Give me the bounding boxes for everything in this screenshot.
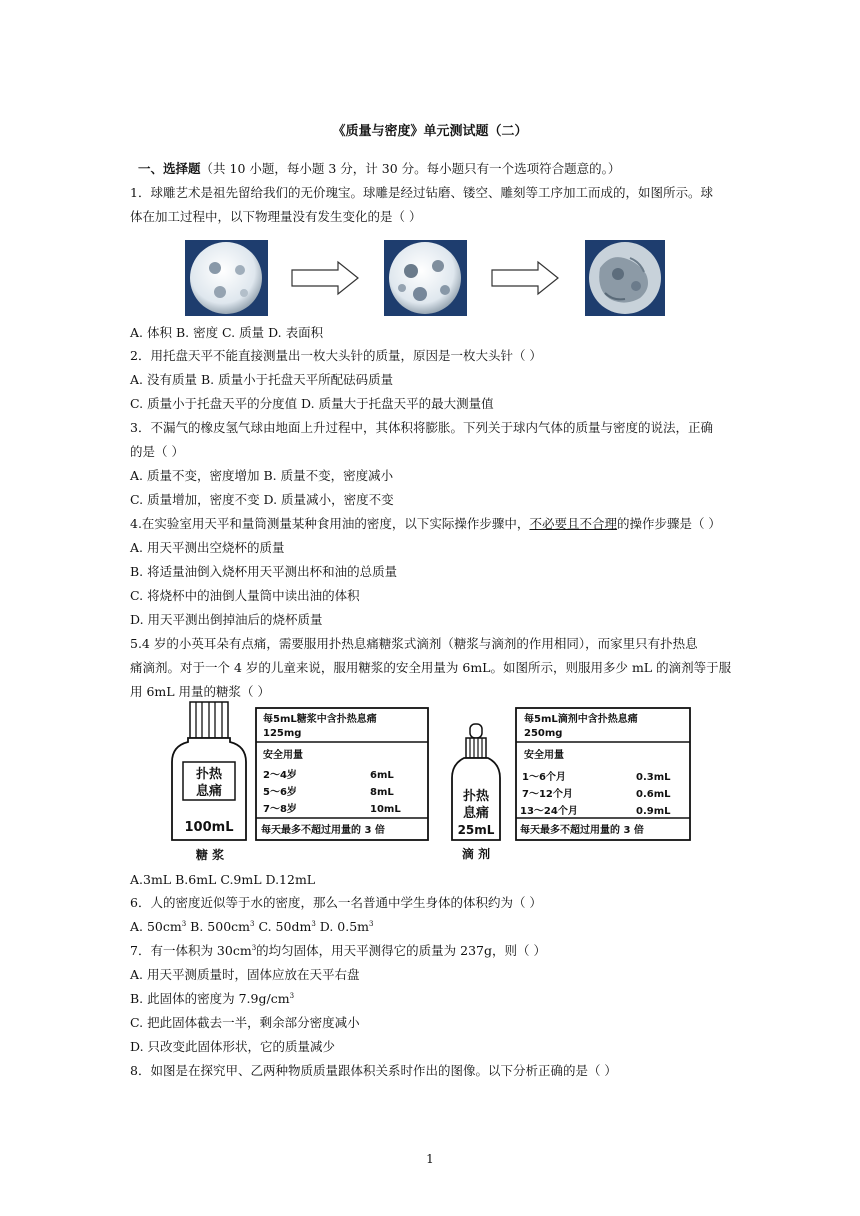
drops-row-dose: 0.3mL <box>636 772 671 783</box>
q7-stem-post: 的均匀固体，用天平测得它的质量为 237g，则（ ） <box>256 943 546 958</box>
q6-stem: 6．人的密度近似等于水的密度，那么一名普通中学生身体的体积约为（ ） <box>130 895 542 910</box>
q5-stem-line2: 痛滴剂。对于一个 4 岁的儿童来说，服用糖浆的安全用量为 6mL。如图所示，则服用多少 mL 的滴剂等于服 <box>130 660 732 675</box>
q7-stem <box>130 943 740 959</box>
q6-option-a: A. 50cm <box>130 919 182 934</box>
syrup-caption: 糖 浆 <box>195 848 225 862</box>
syrup-footer: 每天最多不超过用量的 3 倍 <box>261 825 385 836</box>
cubic-superscript: 3 <box>251 944 257 952</box>
q8-stem: 8．如图是在探究甲、乙两种物质质量跟体积关系时作出的图像。以下分析正确的是（ ） <box>130 1063 617 1078</box>
medicine-figure <box>170 700 700 865</box>
syrup-header-1: 每5mL糖浆中含扑热息痛 <box>263 714 377 725</box>
syrup-bottle-label-1: 扑热 <box>195 767 223 782</box>
cubic-superscript: 3 <box>369 920 374 928</box>
syrup-row-dose: 6mL <box>370 770 394 781</box>
drops-row-age: 7～12个月 <box>522 789 573 800</box>
q5-options: A.3mL B.6mL C.9mL D.12mL <box>130 872 316 887</box>
q4-stem-pre: 4.在实验室用天平和量筒测量某种食用油的密度，以下实际操作步骤中， <box>130 516 530 531</box>
syrup-bottle-label-2: 息痛 <box>195 784 223 799</box>
q1-stem-line1: 1．球雕艺术是祖先留给我们的无价瑰宝。球雕是经过钻磨、镂空、雕刻等工序加工而成的，如图所示。球 <box>130 185 713 200</box>
arrow-right-icon <box>292 262 358 294</box>
syrup-row-age: 7～8岁 <box>263 804 297 815</box>
cubic-superscript: 3 <box>289 992 295 1000</box>
q4-option-a: A. 用天平测出空烧杯的质量 <box>130 540 285 555</box>
syrup-row-dose: 8mL <box>370 787 394 798</box>
q6-option-c: C. 50dm <box>254 919 312 934</box>
q6-option-b: B. 500cm <box>186 919 251 934</box>
plain-ball-image <box>185 240 268 316</box>
carved-ball-image <box>585 240 665 316</box>
syrup-volume: 100mL <box>184 820 234 835</box>
drops-footer: 每天最多不超过用量的 3 倍 <box>520 825 644 836</box>
q6-option-d: D. 0.5m <box>315 919 370 934</box>
section-heading: 一、选择题 <box>138 161 201 176</box>
drops-bottle-label-1: 扑热 <box>462 789 490 804</box>
q4-stem-post: 的操作步骤是（ ） <box>616 516 721 531</box>
q3-options-ab: A. 质量不变，密度增加 B. 质量不变，密度减小 <box>130 468 394 483</box>
q4-option-b: B. 将适量油倒入烧杯用天平测出杯和油的总质量 <box>130 564 398 579</box>
arrow-right-icon <box>492 262 558 294</box>
section-note: （共 10 小题，每小题 3 分，计 30 分。每小题只有一个选项符合题意的。） <box>200 161 621 176</box>
q7-option-b <box>130 991 740 1007</box>
q4-stem-underline: 不必要且不合理 <box>529 516 617 531</box>
cubic-superscript: 3 <box>181 920 187 928</box>
drops-caption: 滴 剂 <box>461 847 491 861</box>
q5-stem-line1: 5.4 岁的小英耳朵有点痛，需要服用扑热息痛糖浆式滴剂（糖浆与滴剂的作用相同），而家里只有扑热息 <box>130 636 698 651</box>
syrup-header-2: 125mg <box>263 728 302 739</box>
cubic-superscript: 3 <box>311 920 316 928</box>
q3-stem-line2: 的是（ ） <box>130 444 184 459</box>
syrup-row-age: 2～4岁 <box>263 770 297 781</box>
cubic-superscript: 3 <box>250 920 255 928</box>
syrup-safe-label: 安全用量 <box>263 750 303 761</box>
drops-volume: 25mL <box>457 823 495 837</box>
syrup-row-age: 5～6岁 <box>263 787 297 798</box>
q1-options: A. 体积 B. 密度 C. 质量 D. 表面积 <box>130 325 324 340</box>
q2-stem: 2．用托盘天平不能直接测量出一枚大头针的质量，原因是一枚大头针（ ） <box>130 348 542 363</box>
drilled-ball-image <box>384 240 467 316</box>
q4-option-d: D. 用天平测出倒掉油后的烧杯质量 <box>130 612 323 627</box>
q7-option-a: A. 用天平测质量时，固体应放在天平右盘 <box>130 967 360 982</box>
syrup-row-dose: 10mL <box>370 804 401 815</box>
q7-option-c: C. 把此固体截去一半，剩余部分密度减小 <box>130 1015 360 1030</box>
q3-options-cd: C. 质量增加，密度不变 D. 质量减小，密度不变 <box>130 492 394 507</box>
drops-row-dose: 0.9mL <box>636 806 671 817</box>
drops-bottle-label-2: 息痛 <box>462 806 490 821</box>
section-heading-line <box>138 161 748 177</box>
q4-stem <box>130 516 740 532</box>
q5-stem-line3: 用 6mL 用量的糖浆（ ） <box>130 684 271 699</box>
q7-option-d: D. 只改变此固体形状，它的质量减少 <box>130 1039 336 1054</box>
q4-option-c: C. 将烧杯中的油倒人量筒中读出油的体积 <box>130 588 360 603</box>
drops-row-dose: 0.6mL <box>636 789 671 800</box>
drops-header-2: 250mg <box>524 728 563 739</box>
drops-safe-label: 安全用量 <box>524 750 564 761</box>
q6-options <box>130 919 740 935</box>
sphere-carving-figure <box>180 238 670 318</box>
drops-header-1: 每5mL滴剂中含扑热息痛 <box>524 714 638 725</box>
page-number: 1 <box>426 1152 434 1166</box>
q2-options-cd: C. 质量小于托盘天平的分度值 D. 质量大于托盘天平的最大测量值 <box>130 396 494 411</box>
drops-row-age: 1～6个月 <box>522 772 566 783</box>
q3-stem-line1: 3．不漏气的橡皮氢气球由地面上升过程中，其体积将膨胀。下列关于球内气体的质量与密度的说法，正确 <box>130 420 713 435</box>
page-title: 《质量与密度》单元测试题（二） <box>332 124 528 139</box>
drops-row-age: 13～24个月 <box>520 806 578 817</box>
q1-stem-line2: 体在加工过程中，以下物理量没有发生变化的是（ ） <box>130 209 422 224</box>
q7-stem-pre: 7．有一体积为 30cm <box>130 943 252 958</box>
q7-option-b-text: B. 此固体的密度为 7.9g/cm <box>130 991 290 1006</box>
q2-options-ab: A. 没有质量 B. 质量小于托盘天平所配砝码质量 <box>130 372 394 387</box>
